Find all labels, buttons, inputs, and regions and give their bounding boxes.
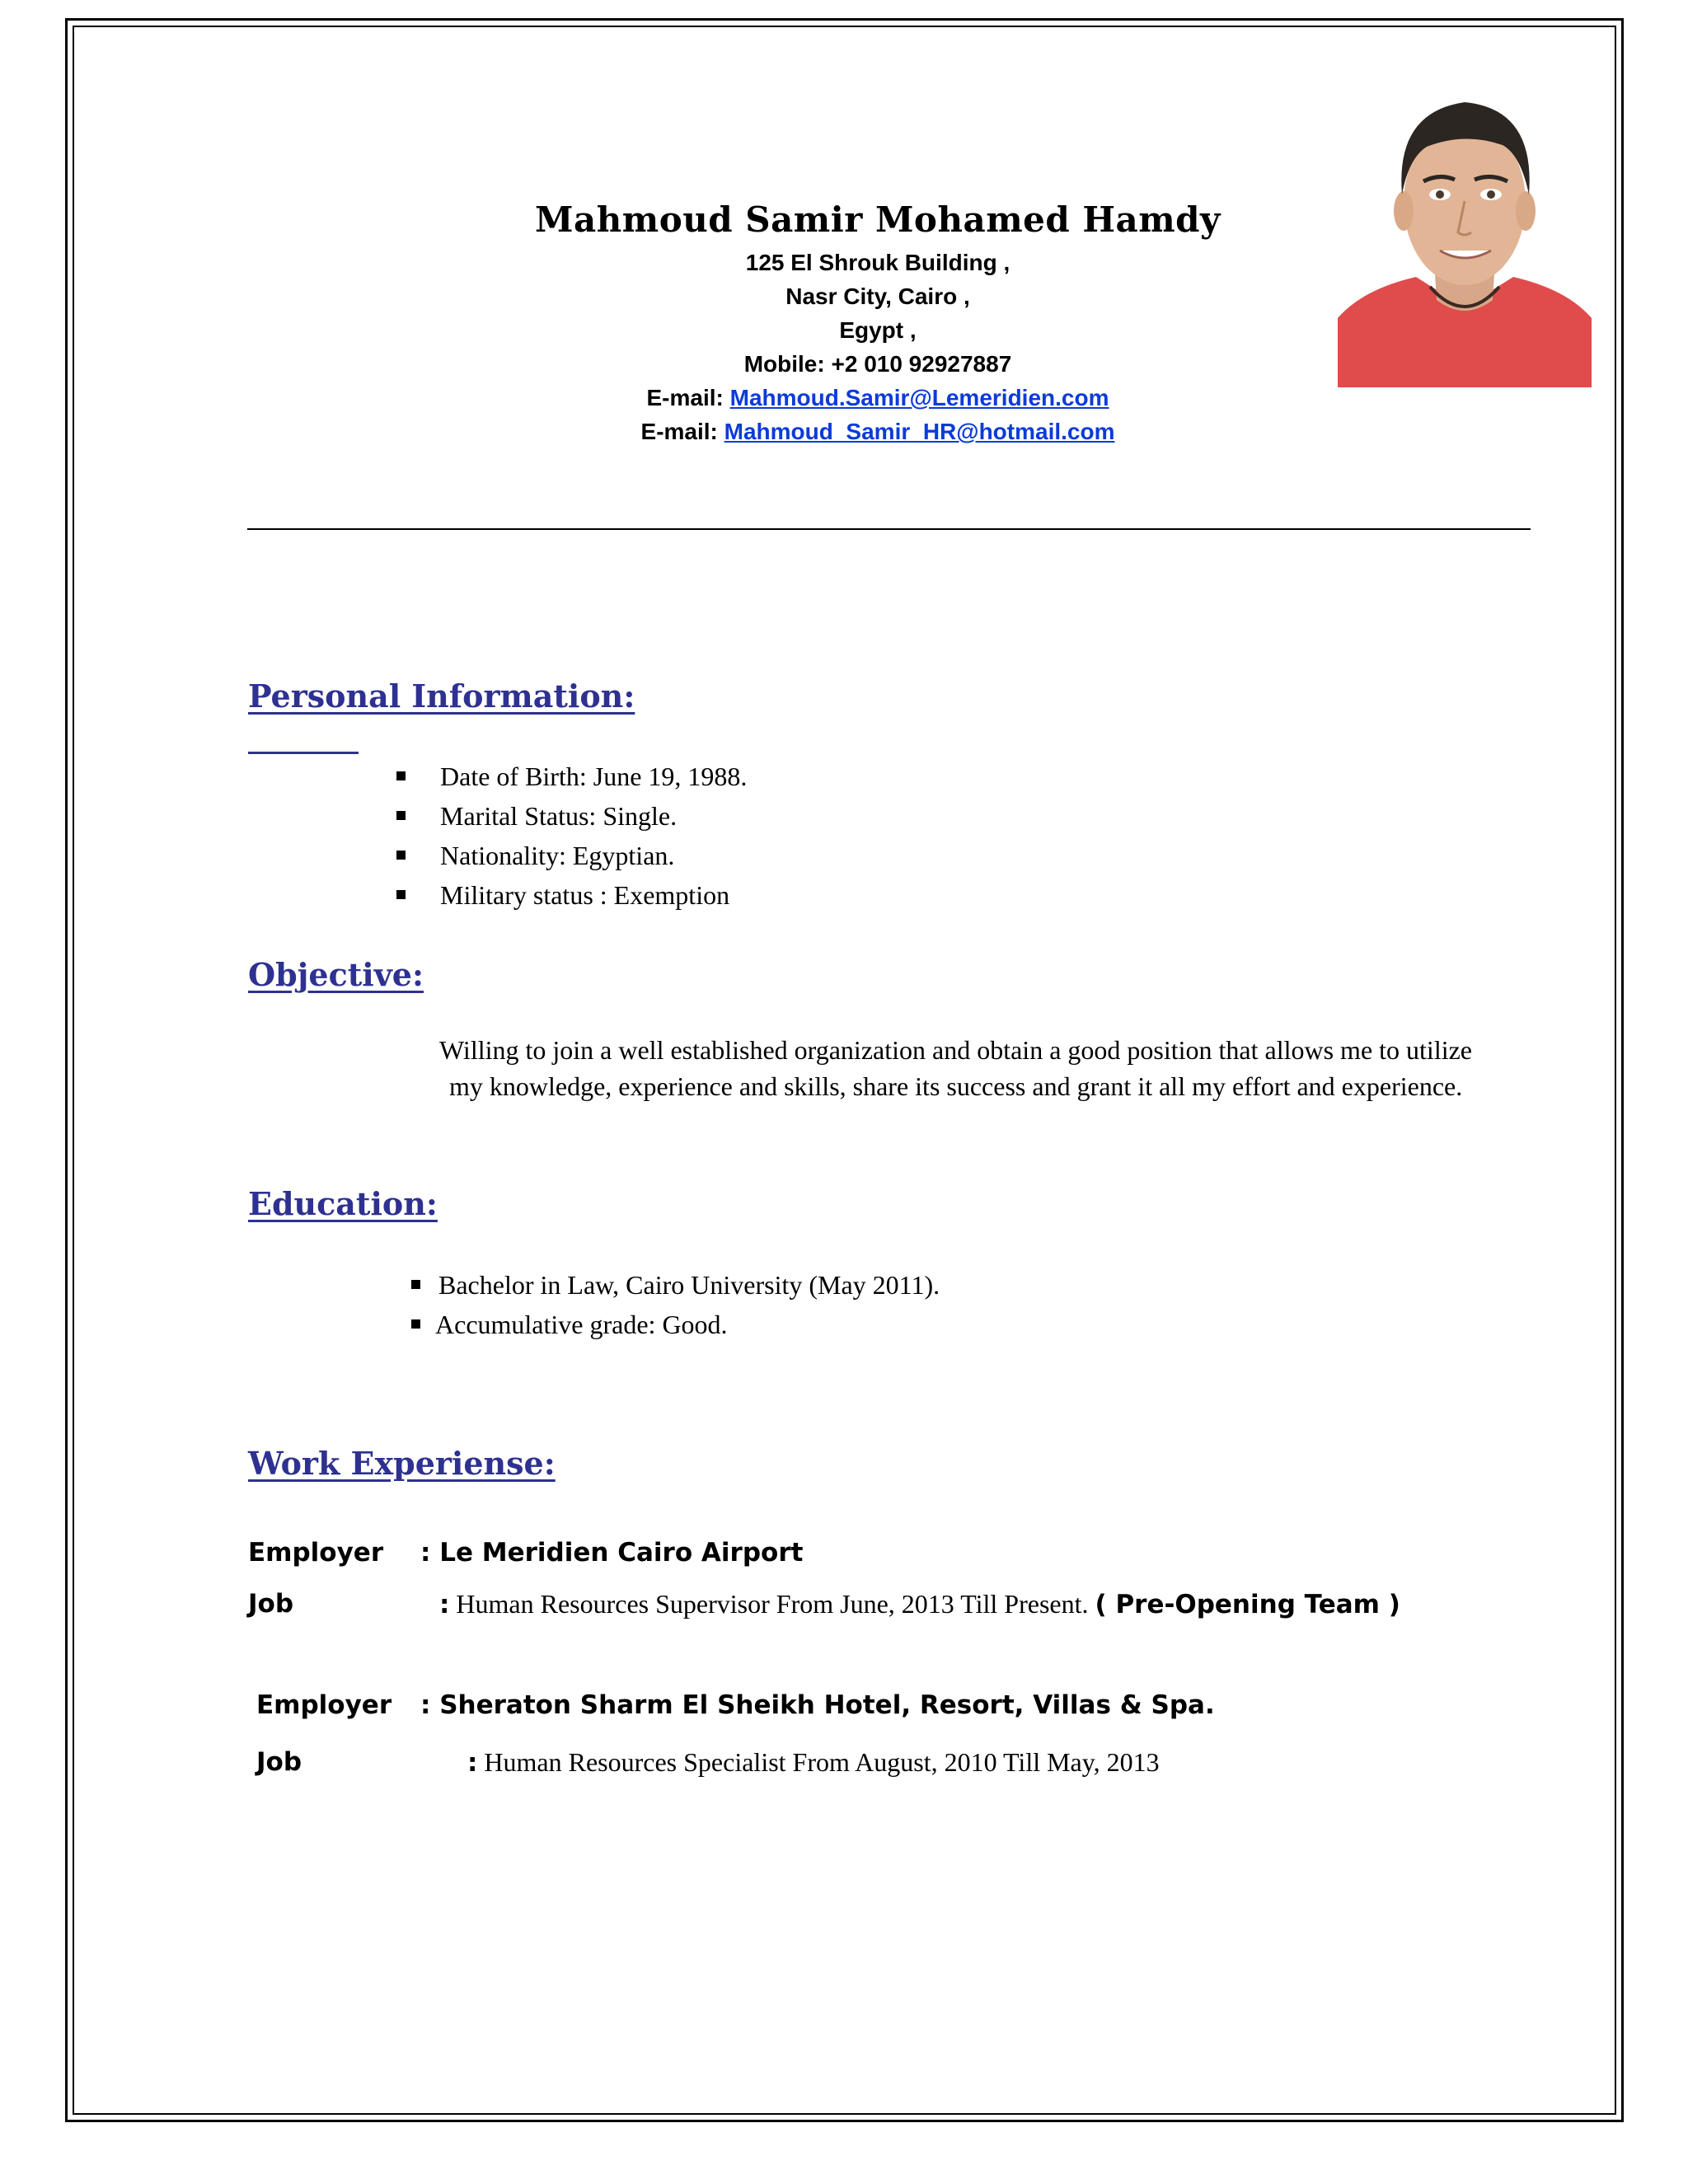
heading-underline-stub (248, 752, 359, 754)
list-item: Bachelor in Law, Cairo University (May 2011). (410, 1265, 940, 1305)
list-item: Accumulative grade: Good. (410, 1305, 940, 1344)
list-item: Nationality: Egyptian. (396, 836, 747, 875)
address-line-2: Nasr City, Cairo , (785, 284, 970, 309)
profile-photo (1338, 79, 1592, 387)
email-label: E-mail: (640, 419, 724, 444)
objective-text (439, 1032, 1544, 1104)
education-list (410, 1265, 940, 1344)
job-label: Job (248, 1589, 294, 1619)
address-line-3: Egypt , (839, 317, 917, 343)
employer-name: : Le Meridien Cairo Airport (420, 1538, 804, 1568)
objective-heading: Objective: (248, 956, 424, 993)
job-description (467, 1747, 1160, 1778)
personal-info-list (396, 757, 747, 915)
job-note: ( Pre-Opening Team ) (1095, 1590, 1400, 1619)
job-title: Human Resources Supervisor From June, 2013 Till Present. (449, 1589, 1095, 1619)
address-line-1: 125 El Shrouk Building , (745, 250, 1010, 275)
employer-label: Employer (248, 1538, 384, 1568)
employer-name: : Sheraton Sharm El Sheikh Hotel, Resort, Villas & Spa. (420, 1690, 1215, 1720)
objective-line-2: my knowledge, experience and skills, share its success and grant it all my effort and experience. (449, 1071, 1463, 1101)
job-title: Human Resources Specialist From August, 2010 Till May, 2013 (477, 1747, 1160, 1777)
email-row-1 (462, 381, 1294, 415)
applicant-name: Mahmoud Samir Mohamed Hamdy (535, 199, 1221, 240)
email-link-1[interactable]: Mahmoud.Samir@Lemeridien.com (729, 385, 1109, 410)
header-divider (247, 528, 1531, 530)
email-label: E-mail: (646, 385, 730, 410)
objective-line-1: Willing to join a well established organization and obtain a good position that allows me to utilize (439, 1035, 1472, 1065)
contact-header (462, 194, 1294, 448)
email-row-2 (462, 415, 1294, 448)
job-colon: : (439, 1590, 450, 1619)
job-colon: : (467, 1748, 478, 1778)
personal-info-heading: Personal Information: (248, 677, 635, 715)
email-link-2[interactable]: Mahmoud_Samir_HR@hotmail.com (724, 419, 1115, 444)
job-label: Job (256, 1747, 302, 1777)
job-description (439, 1589, 1400, 1619)
list-item: Marital Status: Single. (396, 796, 747, 836)
education-heading: Education: (248, 1185, 438, 1222)
work-heading: Work Experiense: (248, 1445, 556, 1482)
portrait-image (1338, 79, 1592, 387)
list-item: Date of Birth: June 19, 1988. (396, 757, 747, 796)
employer-label: Employer (256, 1690, 392, 1720)
mobile-number: Mobile: +2 010 92927887 (743, 351, 1012, 377)
list-item: Military status : Exemption (396, 875, 747, 915)
